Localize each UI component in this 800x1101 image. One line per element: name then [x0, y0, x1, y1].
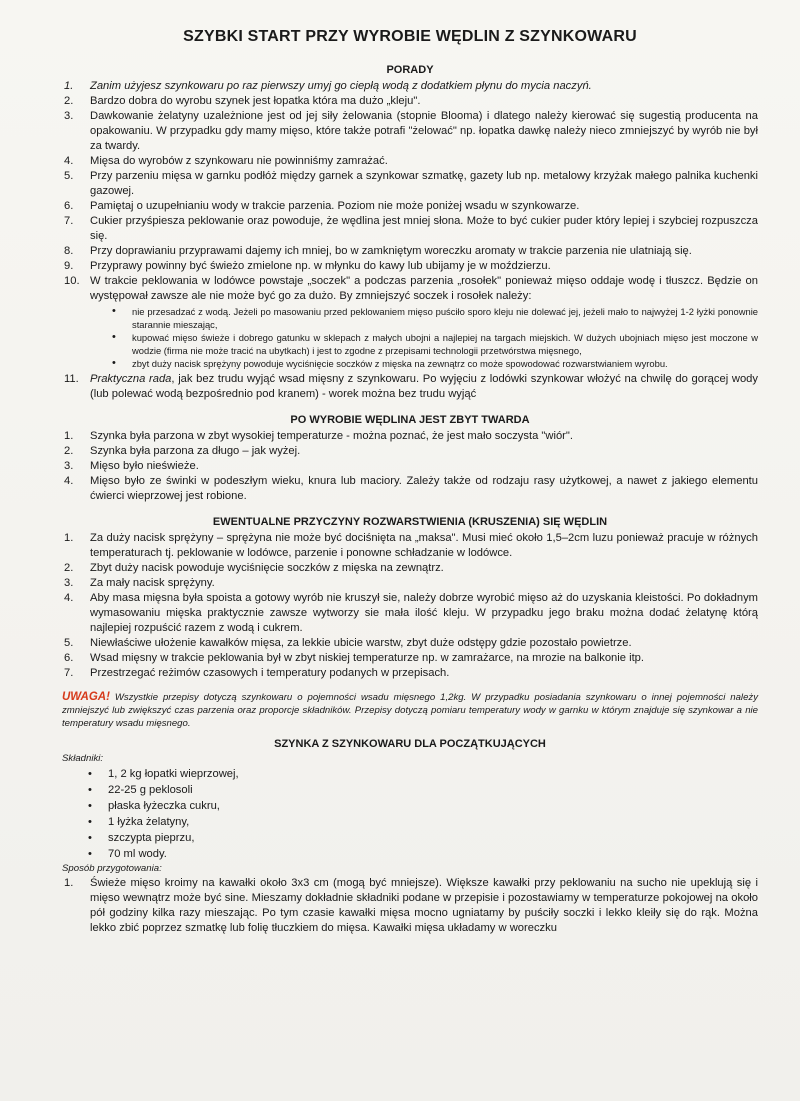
list-item: 7. Przestrzegać reżimów czasowych i temperatury podanych w przepisach.: [64, 667, 450, 679]
porady-bullet-list: [62, 305, 758, 370]
list-item: 5. Przy parzeniu mięsa w garnku podłóż między garnek a szynkowar szmatkę, gazety lub np. metalowy krzyżak małego palnika kuchenki gazowej.: [64, 170, 758, 197]
list-item: 8. Przy doprawianiu przyprawami dajemy ich mniej, bo w zamkniętym woreczku aromaty w trakcie parzenia nie ulatniają się.: [64, 245, 692, 257]
list-item: 1. Za duży nacisk sprężyny – sprężyna nie może być dociśnięta na „maksa". Musi mieć około 1,5–2cm luzu ponieważ pracuje w różnych temperaturach tj. peklowanie w lodówce, parzenie i ponowne schładzanie w lodówce.: [64, 532, 758, 559]
list-item: 2. Zbyt duży nacisk powoduje wyciśnięcie soczków z mięska na zewnątrz.: [64, 562, 444, 574]
method-steps: [62, 876, 758, 936]
section-rozwarstwienie: [62, 516, 758, 681]
section-heading-twarda: PO WYROBIE WĘDLINA JEST ZBYT TWARDA: [290, 414, 530, 426]
warning-text: Wszystkie przepisy dotyczą szynkowaru o pojemności wsadu mięsnego 1,2kg. W przypadku posiadania szynkowaru o innej pojemności należy zmniejszyć lub zwiększyć czas parzenia oraz proporcje składników. Przepisy dotyczą pomiaru temperatury wody w garnku w którym znajduje się szynkowar a nie temperatury wsadu mięsnego.: [62, 692, 758, 729]
porady-list-cont: [62, 372, 758, 402]
bullet-item: • zbyt duży nacisk sprężyny powoduje wyciśnięcie soczków z mięska na zewnątrz co może spowodować rozwarstwianiem wyrobu.: [62, 357, 758, 370]
list-item: 11. Praktyczna rada, jak bez trudu wyjąć wsad mięsny z szynkowaru. Po wyjęciu z lodówki szynkowar włożyć na chwilę do gorącej wody (lub polewać wodą bezpośrednio pod kranem) - worek można bez trudu wyjąć: [64, 373, 758, 400]
warning-note: [62, 691, 758, 730]
ingredients-label: Składniki:: [62, 753, 104, 764]
list-item: 5. Niewłaściwe ułożenie kawałków mięsa, za lekkie ubicie warstw, zbyt duże odstępy gdzie pozostało powietrze.: [64, 637, 632, 649]
section-heading-szynka: SZYNKA Z SZYNKOWARU DLA POCZĄTKUJĄCYCH: [274, 738, 546, 750]
method-step: 1. Świeże mięso kroimy na kawałki około 3x3 cm (mogą być mniejsze). Większe kawałki przy peklowaniu na sucho nie upeklują się i mięso wewnątrz może być sine. Mieszamy dokładnie składniki podane w przepisie i pozostawiamy w temperaturze pokojowej na około pół godziny kilka razy mieszając. Po tym czasie kawałki mięsa mocno ugniatamy by puściły soczki i lekko kleiły się do rąk. Można lekko zbić poprzez szmatkę lub folię tłuczkiem do mięsa. Kawałki mięsa układamy w woreczku: [64, 877, 758, 934]
ingredient-item: • 70 ml wody.: [62, 846, 758, 862]
bullet-item: • kupować mięso świeże i dobrego gatunku w sklepach z małych ubojni a najlepiej na targach miejskich. W dużych ubojniach mięso jest moczone w wodzie (firma nie może tracić na ubytkach) i jest to zgodne z przepisami technologii przetwórstwa mięsnego,: [62, 331, 758, 357]
list-item: 10. W trakcie peklowania w lodówce powstaje „soczek" a podczas parzenia „rosołek" ponieważ mięso oddaje wodę i tłuszcz. Będzie on występował zawsze ale nie może być go za dużo. By zmniejszyć soczek i rosołek należy:: [64, 275, 758, 302]
list-item: 1. Zanim użyjesz szynkowaru po raz pierwszy umyj go ciepłą wodą z dodatkiem płynu do mycia naczyń.: [64, 80, 592, 92]
ingredient-item: • szczypta pieprzu,: [62, 830, 758, 846]
list-item: 2. Bardzo dobra do wyrobu szynek jest łopatka która ma dużo „kleju".: [64, 95, 421, 107]
list-item: 3. Dawkowanie żelatyny uzależnione jest od jej siły żelowania (stopnie Blooma) i dlatego należy kierować się sugestią producenta na opakowaniu. W przypadku gdy mamy mięso, które także potrafi "żelować" np. łopatka dawkę należy nieco zmniejszyć by wyrób nie był za twardy.: [64, 110, 758, 152]
page-title: SZYBKI START PRZY WYROBIE WĘDLIN Z SZYNKOWARU: [183, 28, 637, 45]
method-label: Sposób przygotowania:: [62, 863, 162, 874]
list-item: 9. Przyprawy powinny być świeżo zmielone np. w młynku do kawy lub ubijamy je w moździerzu.: [64, 260, 551, 272]
ingredient-item: • 22-25 g peklosoli: [62, 782, 758, 798]
list-item: 4. Mięso było ze świnki w podeszłym wieku, knura lub maciory. Zależy także od rodzaju rasy użytkowej, a nawet z jakiego elementu ćwierci wieprzowej jest robione.: [64, 475, 758, 502]
list-item: 7. Cukier przyśpiesza peklowanie oraz powoduje, że wędlina jest mniej słona. Może to być cukier puder który lepiej i szybciej rozpuszcza się.: [64, 215, 758, 242]
ingredient-item: • płaska łyżeczka cukru,: [62, 798, 758, 814]
rozwarstwienie-list: [62, 531, 758, 681]
section-heading-porady: PORADY: [386, 64, 434, 76]
list-item: 1. Szynka była parzona w zbyt wysokiej temperaturze - można poznać, że jest mało soczysta "wiór".: [64, 430, 573, 442]
list-item: 3. Za mały nacisk sprężyny.: [64, 577, 215, 589]
section-heading-rozwarstwienie: EWENTUALNE PRZYCZYNY ROZWARSTWIENIA (KRUSZENIA) SIĘ WĘDLIN: [212, 516, 608, 528]
ingredient-item: • 1 łyżka żelatyny,: [62, 814, 758, 830]
ingredient-item: • 1, 2 kg łopatki wieprzowej,: [62, 766, 758, 782]
section-twarda: [62, 414, 758, 504]
section-porady: [62, 64, 758, 402]
list-item: 6. Wsad mięsny w trakcie peklowania był w zbyt niskiej temperaturze np. w zamrażarce, na mrozie na balkonie itp.: [64, 652, 645, 664]
list-item: 2. Szynka była parzona za długo – jak wyżej.: [64, 445, 301, 457]
list-item: 3. Mięso było nieświeże.: [64, 460, 199, 472]
list-item: 4. Aby masa mięsna była spoista a gotowy wyrób nie kruszył sie, należy dobrze wyrobić mięso aż do uzyskania kleistości. Po dokładnym wymasowaniu mięska praktycznie zawsze wytworzy sie mała ilość kleju. W przypadku jego braku można dodać żelatynę którą najlepiej rozpuścić razem z wodą i cukrem.: [64, 592, 758, 634]
ingredients-list: [62, 766, 758, 862]
warning-label: UWAGA!: [62, 691, 110, 703]
bullet-item: • nie przesadzać z wodą. Jeżeli po masowaniu przed peklowaniem mięso puściło sporo kleju nie dolewać jej, jeżeli mało to najwyżej 1-2 łyżki ponownie starannie mieszając,: [62, 305, 758, 331]
porady-list: [62, 79, 758, 304]
section-szynka: [62, 738, 758, 936]
list-item: 6. Pamiętaj o uzupełnianiu wody w trakcie parzenia. Poziom nie może poniżej wsadu w szynkowarze.: [64, 200, 580, 212]
list-item: 4. Mięsa do wyrobów z szynkowaru nie powinniśmy zamrażać.: [64, 155, 388, 167]
twarda-list: [62, 429, 758, 504]
